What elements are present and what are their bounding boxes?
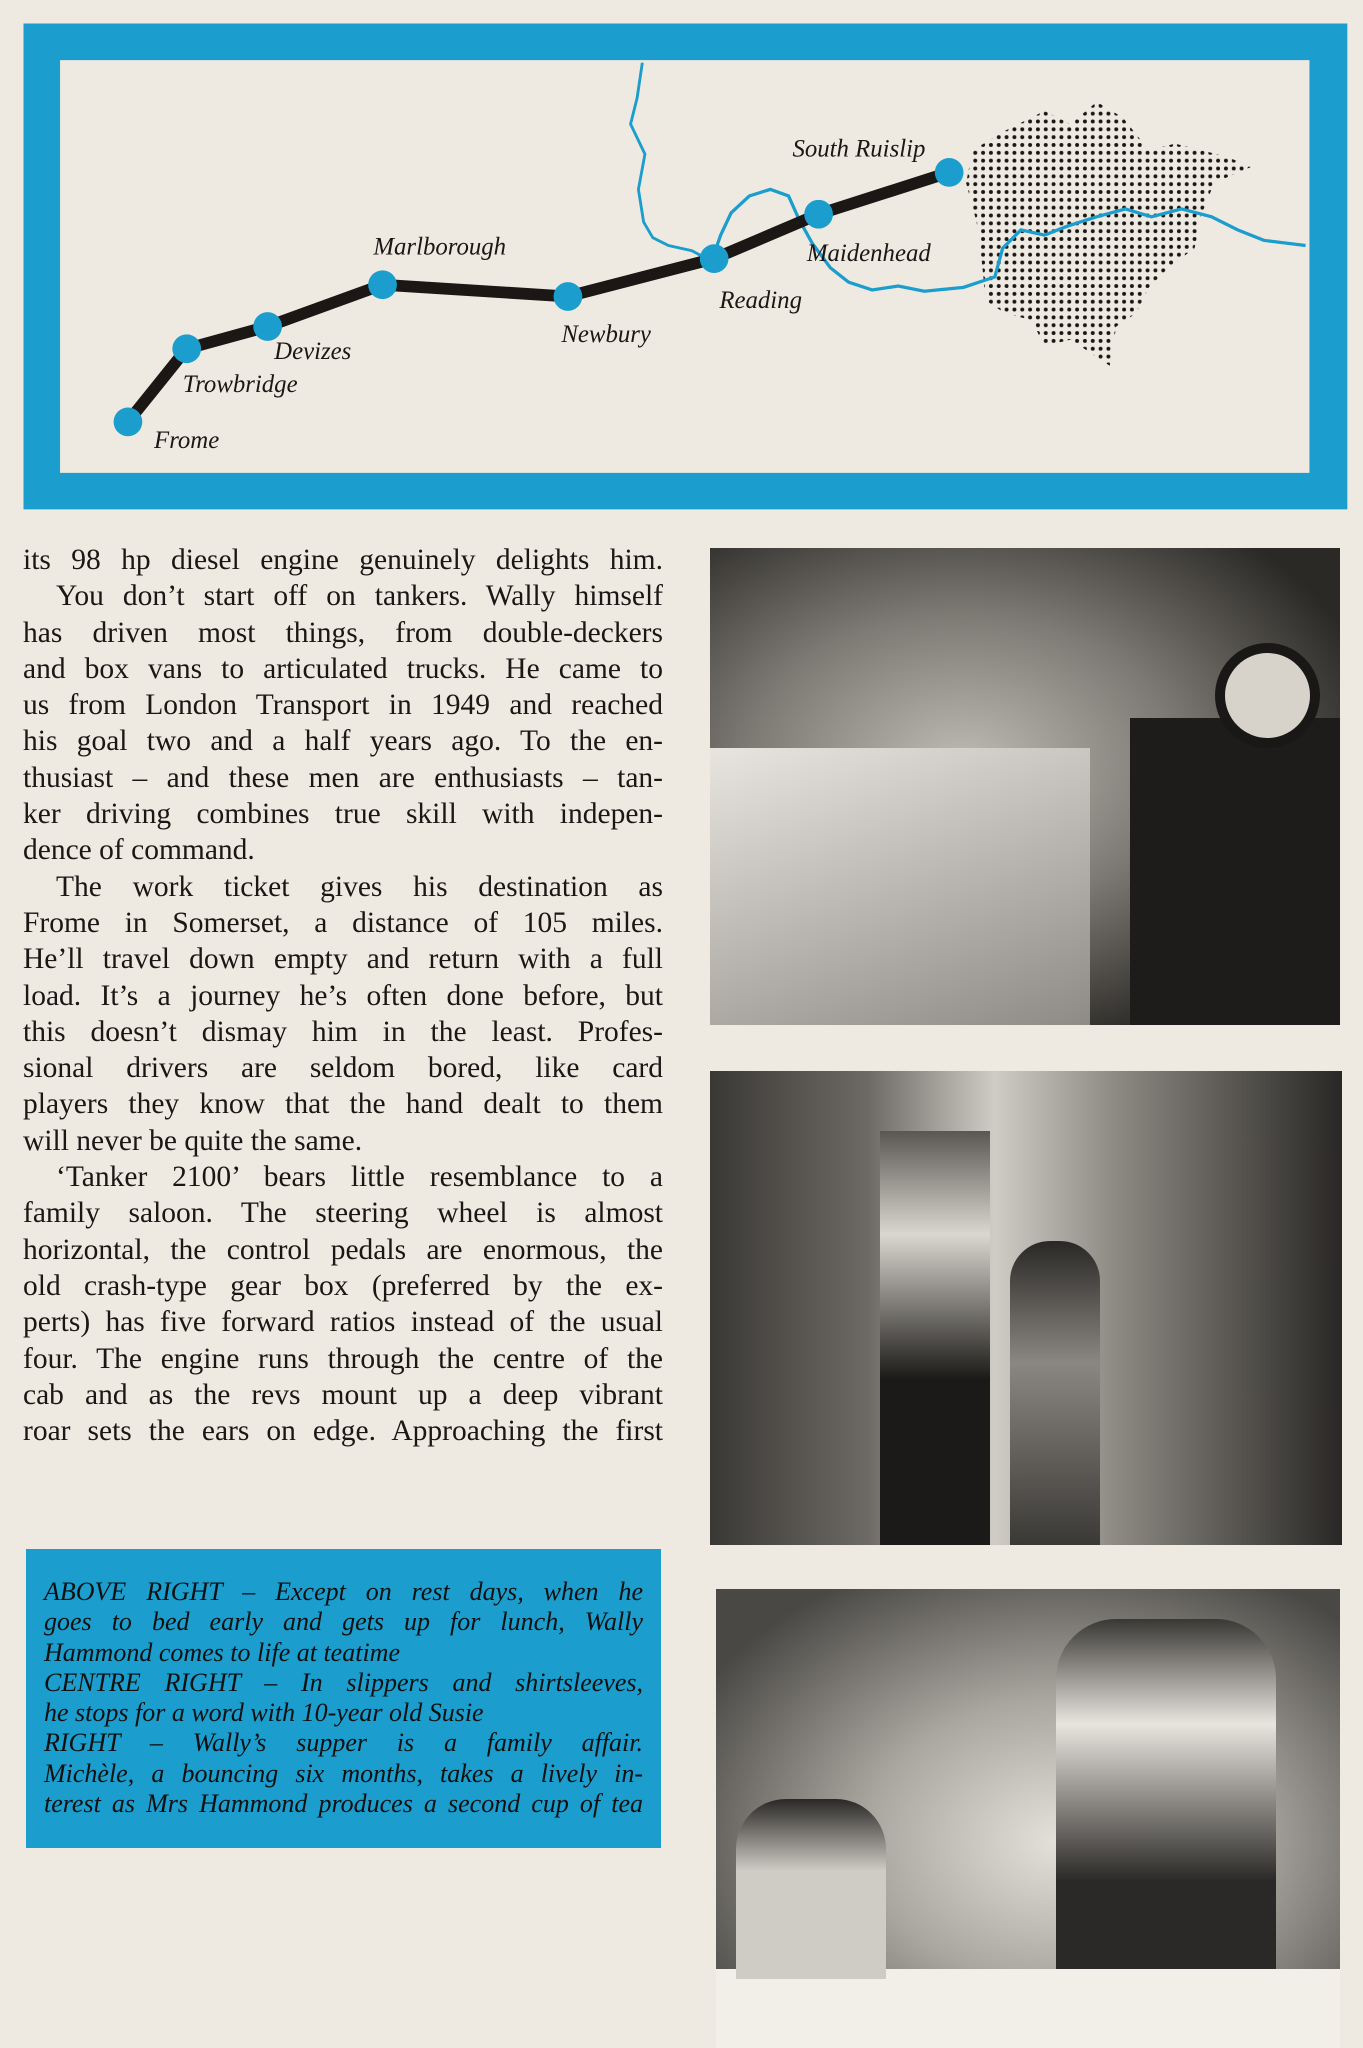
caption-line: ABOVE RIGHT – Except on rest days, when he [44,1577,643,1606]
label-south-ruislip: South Ruislip [792,135,926,163]
stop-south-ruislip [935,158,964,187]
caption-line: CENTRE RIGHT – In slippers and shirtsleeves, [44,1667,643,1697]
article-line: Frome in Somerset, a distance of 105 miles. [23,906,663,939]
stop-trowbridge [172,334,201,363]
stop-devizes [253,312,282,341]
bed-sheets [710,748,1090,1025]
article-line: horizontal, the control pedals are enormous, the [23,1233,663,1266]
bedside-table [1130,718,1340,1025]
article-line: will never be quite the same. [23,1124,363,1157]
article-line: old crash-type gear box (preferred by the ex- [23,1269,663,1302]
photo-man-and-girl-on-stairs [710,1071,1342,1545]
alarm-clock [1215,643,1320,748]
article-line: players they know that the hand dealt to them [23,1088,663,1121]
article-line: us from London Transport in 1949 and reached [23,689,663,722]
article-line: sional drivers are seldom bored, like card [23,1052,663,1085]
article-line: and box vans to articulated trucks. He came to [23,652,663,685]
article-line: He’ll travel down empty and return with a full [23,943,663,976]
man-figure [880,1131,990,1545]
article-line: dence of command. [23,834,255,867]
label-devizes: Devizes [274,338,352,366]
table [716,1969,1340,2048]
river-tributary [631,63,712,262]
stop-maidenhead [804,200,833,229]
woman-figure [1056,1619,1276,1969]
article-line: has driven most things, from double-deckers [23,616,663,649]
stop-newbury [554,282,583,311]
article-line: cab and as the revs mount up a deep vibrant [23,1378,663,1411]
london-area [966,102,1251,366]
article-line: You don’t start off on tankers. Wally himself [56,580,663,613]
article-line: four. The engine runs through the centre of the [23,1342,663,1375]
article-line: perts) has five forward ratios instead of the usual [23,1306,663,1339]
label-maidenhead: Maidenhead [806,240,931,268]
caption-line: terest as Mrs Hammond produces a second cup of tea [44,1789,643,1819]
article-line: ‘Tanker 2100’ bears little resemblance to a [56,1161,663,1194]
article-line: family saloon. The steering wheel is almost [23,1197,663,1230]
girl-figure [1010,1241,1100,1545]
photo-man-in-bed [710,548,1340,1025]
article-line: load. It’s a journey he’s often done before, but [23,979,663,1012]
caption-line: Hammond comes to life at teatime [44,1637,400,1667]
label-reading: Reading [719,287,802,315]
article-body [23,542,663,1449]
man-figure [736,1799,886,1979]
photo-caption-box [26,1549,661,1848]
caption-line: goes to bed early and gets up for lunch, Wally [44,1607,643,1637]
stop-frome [114,408,143,437]
article-line: this doesn’t dismay him in the least. Profes- [23,1015,663,1048]
article-line: roar sets the ears on edge. Approaching the first [23,1415,663,1448]
label-newbury: Newbury [561,321,651,349]
article-line: The work ticket gives his destination as [56,870,663,903]
stop-marlborough [368,270,397,299]
caption-line: he stops for a word with 10-year old Susie [44,1698,484,1728]
label-marlborough: Marlborough [373,233,507,261]
article-line: its 98 hp diesel engine genuinely delights him. [23,544,663,576]
stop-reading [700,244,729,273]
caption-line: Michèle, a bouncing six months, takes a lively in- [44,1758,643,1788]
label-trowbridge: Trowbridge [182,370,298,398]
article-line: thusiast – and these men are enthusiasts – tan- [23,761,663,794]
caption-line: RIGHT – Wally’s supper is a family affair. [44,1728,643,1758]
photo-family-supper [716,1589,1340,2048]
article-line: ker driving combines true skill with indepen- [23,798,663,831]
article-line: his goal two and a half years ago. To the en- [23,725,663,758]
label-frome: Frome [154,426,220,455]
